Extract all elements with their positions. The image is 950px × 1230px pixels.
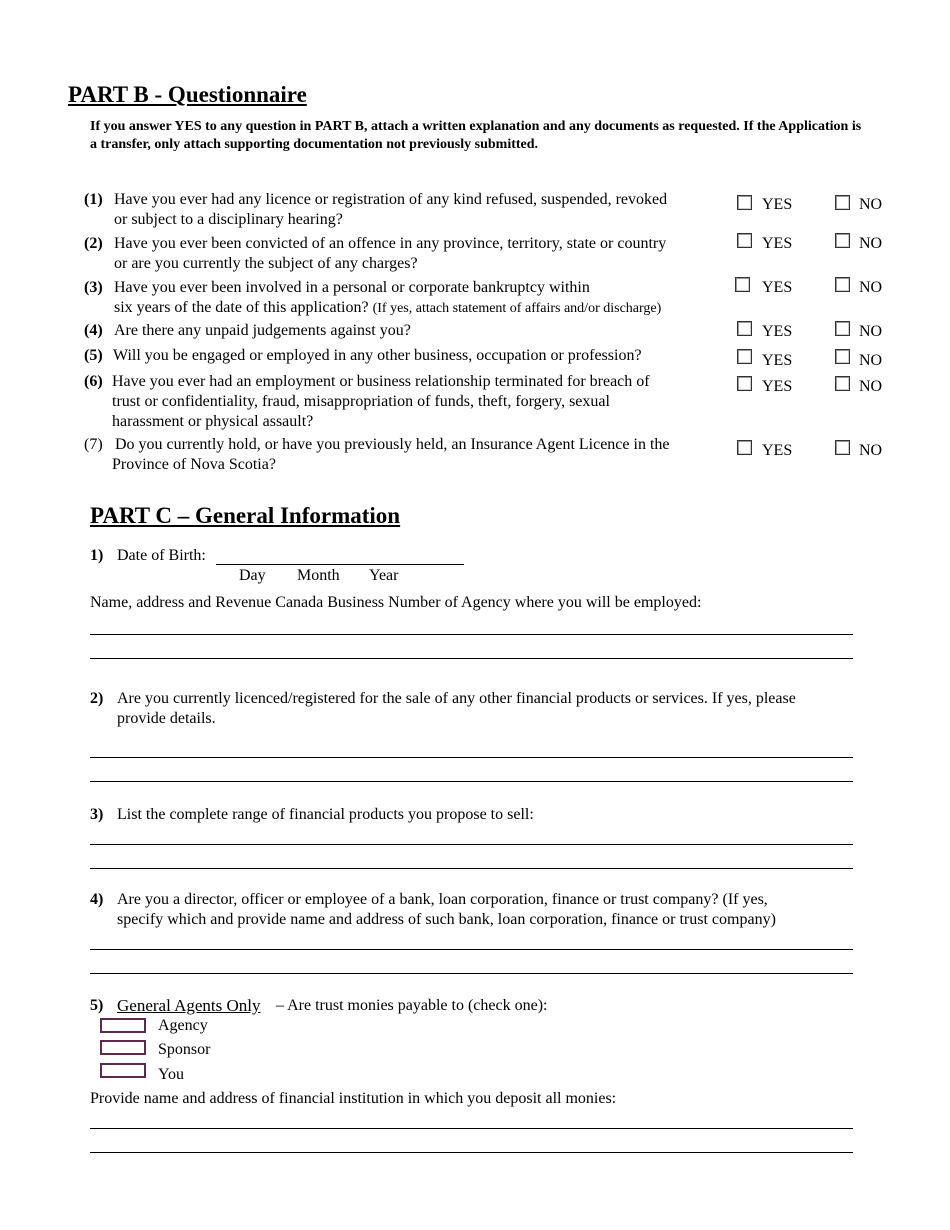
sponsor-checkbox[interactable] [100,1040,146,1055]
agency-label: Agency [158,1017,208,1034]
question-text: Have you ever been convicted of an offence in any province, territory, state or country [114,235,667,252]
date-of-birth-field[interactable] [216,564,464,565]
c-question-5 [90,996,548,1016]
q7-no-checkbox[interactable] [835,440,850,455]
question-text-line3: harassment or physical assault? [112,413,314,430]
q3-yes-checkbox[interactable] [735,277,750,292]
q4-yes-label: YES [762,323,793,340]
question-7 [84,435,670,473]
c-question-1 [90,546,206,566]
question-text: Are you a director, officer or employee of a bank, loan corporation, finance or trust company? (If yes, [117,891,768,908]
q7-yes-label: YES [762,442,793,459]
q2-yes-checkbox[interactable] [737,233,752,248]
question-number: (1) [84,191,103,208]
agency-checkbox[interactable] [100,1018,146,1033]
question-text: Are there any unpaid judgements against you? [114,322,411,339]
you-checkbox[interactable] [100,1063,146,1078]
sponsor-label: Sponsor [158,1041,211,1058]
question-text: Do you currently hold, or have you previously held, an Insurance Agent Licence in the [115,436,670,453]
question-number: 5) [90,997,104,1014]
part-b-title: PART B - Questionnaire [68,82,307,107]
question-number: (3) [84,279,103,296]
question-text-line2: Province of Nova Scotia? [112,456,276,473]
q6-yes-label: YES [762,378,793,395]
c3-answer-line-2[interactable] [90,868,853,869]
general-agents-heading: General Agents Only [117,996,261,1015]
question-1 [84,190,668,228]
q6-yes-checkbox[interactable] [737,376,752,391]
question-text: Are you currently licenced/registered for the sale of any other financial products or services. If yes, please [117,690,796,707]
question-number: 3) [90,806,104,823]
employer-label: Name, address and Revenue Canada Business Number of Agency where you will be employed: [90,594,702,611]
you-label: You [158,1066,184,1083]
deposit-label: Provide name and address of financial institution in which you deposit all monies: [90,1090,617,1107]
question-text-line2: provide details. [117,710,216,727]
question-text-line2: or are you currently the subject of any charges? [114,255,418,272]
question-text: Will you be engaged or employed in any other business, occupation or profession? [113,347,642,364]
q2-no-label: NO [859,235,883,252]
c-question-3 [90,805,534,825]
year-label: Year [369,567,399,584]
question-5 [84,346,642,366]
q2-no-checkbox[interactable] [835,233,850,248]
month-label: Month [297,567,340,584]
employer-line-1[interactable] [90,634,853,635]
question-text-line2: specify which and provide name and address of such bank, loan corporation, finance or trust company) [117,911,776,928]
part-b-instructions: If you answer YES to any question in PART B, attach a written explanation and any documents as requested. If the Application is a transfer, only attach supporting documentation not previously submitted. [90,119,862,152]
question-number: (6) [84,373,103,390]
question-2 [84,234,667,272]
question-text: – Are trust monies payable to (check one): [276,997,548,1014]
question-text: Have you ever had any licence or registration of any kind refused, suspended, revoked [114,191,668,208]
c3-answer-line-1[interactable] [90,844,853,845]
question-number: 1) [90,547,104,564]
deposit-line-1[interactable] [90,1128,853,1129]
q5-yes-label: YES [762,352,793,369]
question-text-line2: or subject to a disciplinary hearing? [114,211,343,228]
q2-yes-label: YES [762,235,793,252]
q5-yes-checkbox[interactable] [737,349,752,364]
q1-yes-checkbox[interactable] [737,195,752,210]
q1-yes-label: YES [762,196,793,213]
q7-yes-checkbox[interactable] [737,440,752,455]
question-text: Have you ever been involved in a personal or corporate bankruptcy within [114,279,590,296]
question-4 [84,321,411,341]
part-c-title: PART C – General Information [90,503,401,528]
c4-answer-line-2[interactable] [90,973,853,974]
q4-yes-checkbox[interactable] [737,321,752,336]
q4-no-checkbox[interactable] [835,321,850,336]
c4-answer-line-1[interactable] [90,949,853,950]
question-text: Have you ever had an employment or business relationship terminated for breach of [112,373,650,390]
question-number: (2) [84,235,103,252]
day-label: Day [239,567,266,584]
deposit-line-2[interactable] [90,1152,853,1153]
question-text-line2: six years of the date of this application? [114,299,369,316]
question-number: (4) [84,322,103,339]
q7-no-label: NO [859,442,883,459]
question-3 [84,278,662,316]
q5-no-checkbox[interactable] [835,349,850,364]
q6-no-checkbox[interactable] [835,376,850,391]
q3-no-label: NO [859,279,883,296]
question-number: 2) [90,690,104,707]
q5-no-label: NO [859,352,883,369]
q1-no-checkbox[interactable] [835,195,850,210]
q3-yes-label: YES [762,279,793,296]
q6-no-label: NO [859,378,883,395]
question-number: (7) [84,436,103,453]
c-question-4 [90,890,776,928]
question-number: (5) [84,347,103,364]
q3-no-checkbox[interactable] [835,277,850,292]
c2-answer-line-1[interactable] [90,757,853,758]
q4-no-label: NO [859,323,883,340]
c-question-2 [90,689,796,727]
question-note: (If yes, attach statement of affairs and/or discharge) [372,301,662,316]
question-number: 4) [90,891,104,908]
employer-line-2[interactable] [90,658,853,659]
c2-answer-line-2[interactable] [90,781,853,782]
question-text: List the complete range of financial products you propose to sell: [117,806,534,823]
q1-no-label: NO [859,196,883,213]
question-text-line2: trust or confidentiality, fraud, misappropriation of funds, theft, forgery, sexual [112,393,610,410]
question-6 [84,372,650,430]
date-of-birth-label: Date of Birth: [117,547,206,564]
